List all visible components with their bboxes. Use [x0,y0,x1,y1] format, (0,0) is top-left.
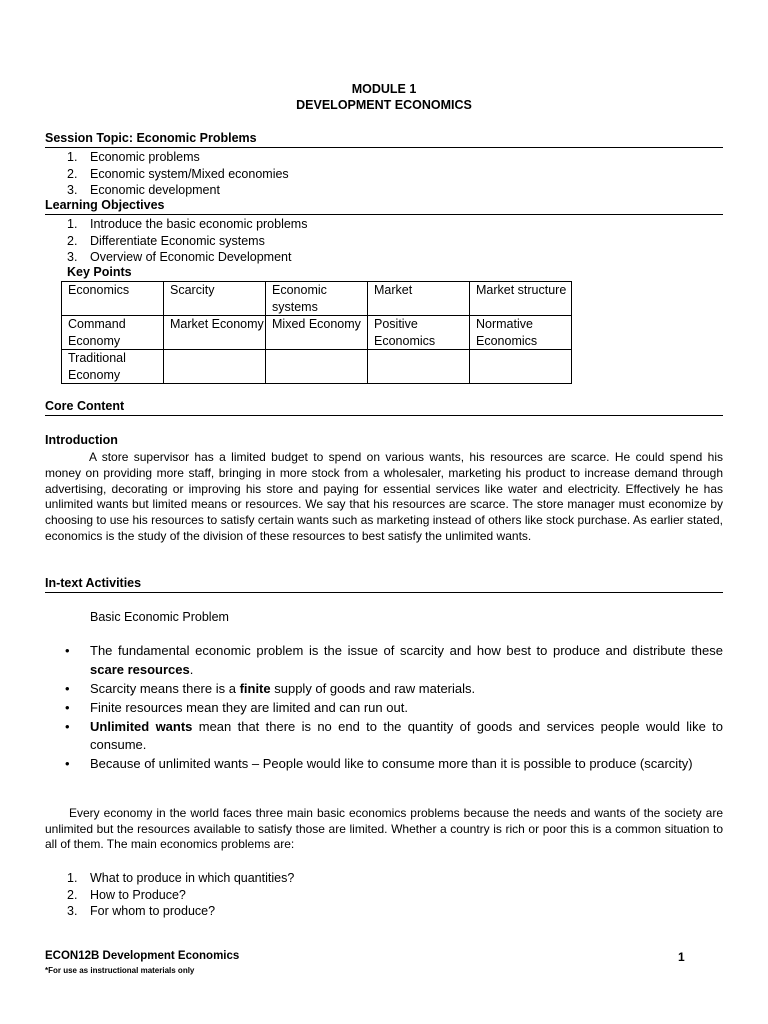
bullet-icon: • [65,756,70,771]
list-text: Economic system/Mixed economies [90,166,289,181]
list-text: For whom to produce? [90,904,216,918]
introduction-heading: Introduction [45,433,118,447]
table-cell: Traditional Economy [62,350,164,384]
topic-list [45,149,289,199]
list-item [45,699,723,718]
table-cell: Command Economy [62,316,164,350]
bullet-bold-text: scare resources [90,661,190,677]
core-content-heading: Core Content [45,399,723,416]
list-item [45,249,307,266]
bullet-bold-text: finite [239,680,271,696]
bullet-text: Scarcity means there is a [90,680,240,696]
bullet-text: supply of goods and raw materials. [270,680,476,696]
introduction-text: A store supervisor has a limited budget to spend on various wants, his resources are scarce. He could spend his money on providing more staff, bringing in more stock from a wholesaler, marketing his product to increase demand through advertising, decorating or improving his store and paying for essential services like water and electricity. Effectively he has unlimited wants but limited means or resources. We say that his resources are scarce. The store manager must economize by choosing to use his resources to satisfy certain wants such as marketing instead of others like stock purchase. As earlier stated, economics is the study of the division of these resources to best satisfy the unlimited wants. [45,450,723,543]
key-points-table [61,281,572,384]
bullet-icon: • [65,718,70,734]
table-row [62,316,572,350]
introduction-paragraph [45,450,723,545]
page-number: 1 [678,950,685,964]
bullet-bold-text: Unlimited wants [90,718,193,734]
bullet-icon: • [65,680,70,696]
list-item [45,887,294,904]
list-number: 2. [67,233,78,248]
problems-list [45,870,294,920]
footer-course-title: ECON12B Development Economics [45,950,240,962]
list-item [45,680,723,699]
list-text: Overview of Economic Development [90,250,292,264]
list-item [45,216,307,233]
table-cell: Normative Economics [470,316,572,350]
table-cell: Positive Economics [368,316,470,350]
list-text: What to produce in which quantities? [90,871,295,885]
table-cell: Economic systems [266,282,368,316]
list-number: 1. [67,871,78,885]
table-cell: Market [368,282,470,316]
module-title: MODULE 1 [351,82,417,96]
table-cell: Market structure [470,282,572,316]
bullet-text: mean that there is no end to the quantity of goods and services people would like to consume. [90,718,723,752]
list-number: 1. [67,150,78,164]
list-text: Introduce the basic economic problems [90,217,308,231]
list-item [45,718,723,755]
footer-note: *For use as instructional materials only [45,966,195,975]
bullet-text: . [189,661,194,677]
list-item [45,755,723,774]
objectives-list [45,216,307,266]
table-cell [164,350,266,384]
table-cell [368,350,470,384]
table-row [62,282,572,316]
list-item [45,182,289,199]
every-economy-text: Every economy in the world faces three main basic economics problems because the needs and wants of the society are unlimited but the resources available to satisfy those are limited. Whether a country is rich or poor this is a common situation to all of them. The main economics problems are: [45,806,723,851]
table-cell [470,350,572,384]
list-number: 3. [67,250,78,264]
list-text: Economic problems [90,150,200,164]
bullet-text: Finite resources mean they are limited and can run out. [90,699,408,715]
list-text: How to Produce? [90,887,186,902]
table-cell: Economics [62,282,164,316]
list-number: 2. [67,166,78,181]
bullet-list [45,642,723,774]
table-cell: Market Economy [164,316,266,350]
table-cell: Mixed Economy [266,316,368,350]
basic-economic-problem-label: Basic Economic Problem [90,610,229,624]
bullet-text: The fundamental economic problem is the issue of scarcity and how best to produce and distribute these [90,643,723,658]
bullet-icon: • [65,699,70,715]
list-item [45,870,294,887]
list-item [45,166,289,183]
in-text-activities-heading: In-text Activities [45,576,723,593]
key-points-heading: Key Points [67,265,132,279]
list-number: 2. [67,887,78,902]
table-row [62,350,572,384]
list-number: 3. [67,183,78,197]
session-topic-heading: Session Topic: Economic Problems [45,131,723,148]
table-cell [266,350,368,384]
table-cell: Scarcity [164,282,266,316]
module-subtitle: DEVELOPMENT ECONOMICS [296,98,472,112]
every-economy-paragraph [45,806,723,853]
list-item [45,642,723,679]
list-number: 3. [67,904,78,918]
list-item [45,903,294,920]
list-number: 1. [67,217,78,231]
bullet-icon: • [65,643,70,658]
list-item [45,149,289,166]
list-item [45,233,307,250]
bullet-text: Because of unlimited wants – People would like to consume more than it is possible to produce (scarcity) [90,756,693,771]
list-text: Differentiate Economic systems [90,233,265,248]
learning-objectives-heading: Learning Objectives [45,198,723,215]
list-text: Economic development [90,183,220,197]
